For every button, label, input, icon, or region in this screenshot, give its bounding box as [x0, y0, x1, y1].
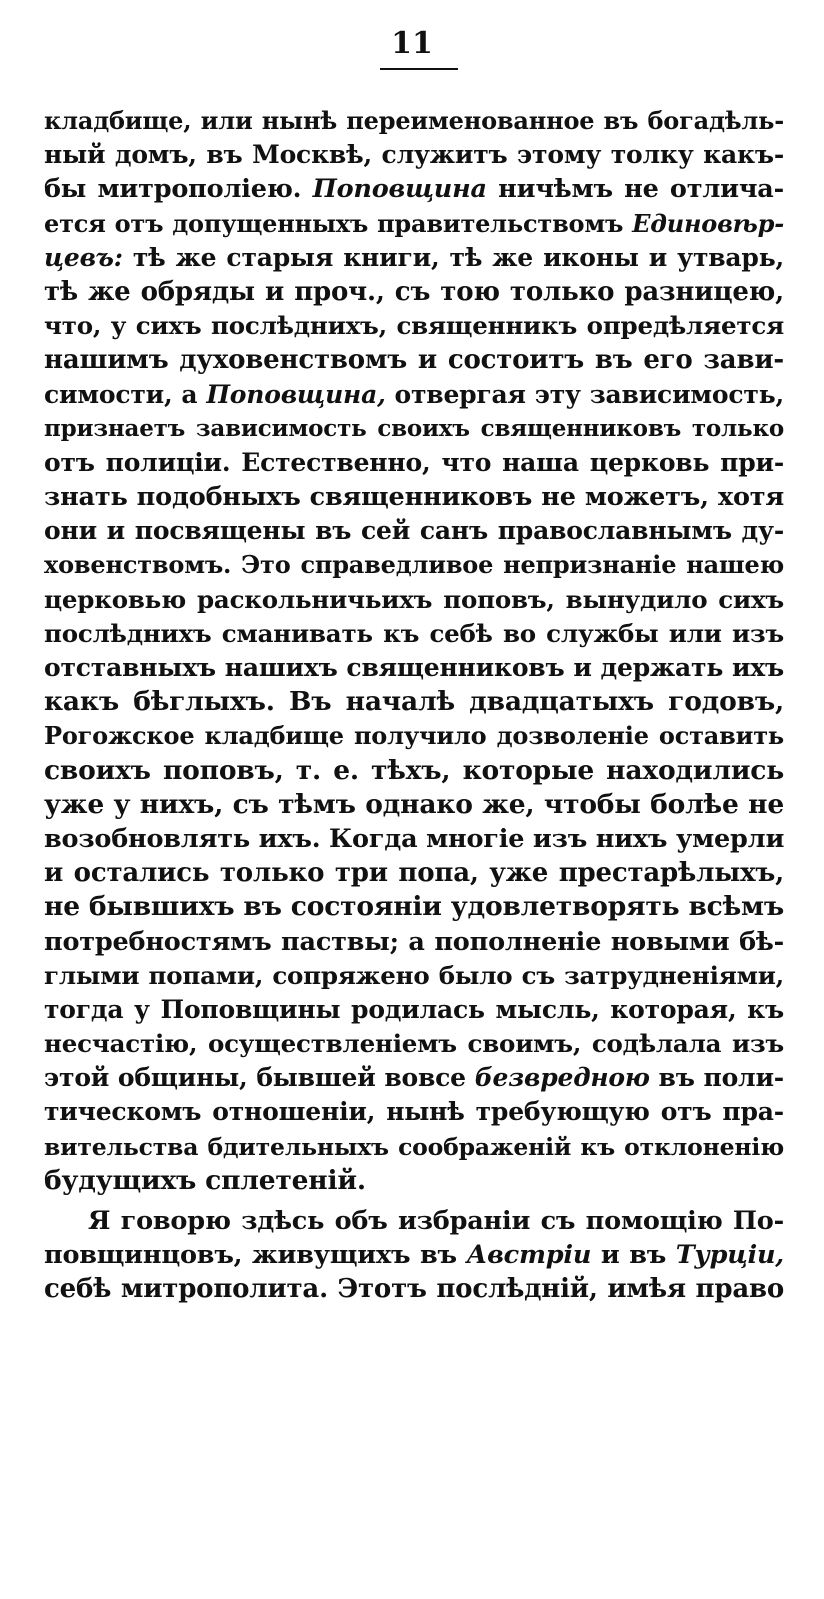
text-line — [44, 1238, 784, 1272]
text-line — [44, 138, 784, 172]
text-segment: церковью раскольничьихъ поповъ, вынудило сихъ — [44, 584, 784, 614]
text-segment: будущихъ сплетенiй. — [44, 1164, 366, 1196]
text-line — [44, 993, 784, 1027]
italic-segment: Австрiи — [466, 1240, 592, 1271]
text-line — [44, 959, 784, 993]
text-segment: бы митрополiею. — [44, 174, 313, 205]
text-segment: не бывшихъ въ состоянiи удовлетворять всѣмъ — [44, 891, 784, 923]
italic-segment: Поповщина, — [206, 379, 386, 409]
text-segment: уже у нихъ, съ тѣмъ однако же, чтобы болѣе не — [44, 788, 784, 820]
text-line — [44, 309, 784, 343]
text-segment: потребностямъ паствы; а пополненiе новыми бѣ- — [44, 926, 784, 957]
text-segment: ховенствомъ. Это справедливое непризнанiе нашею — [44, 550, 784, 580]
italic-segment: Единовѣр- — [632, 208, 784, 238]
text-segment: симости, а — [44, 379, 207, 409]
text-segment: себѣ митрополита. Этотъ послѣднiй, имѣя право — [44, 1274, 784, 1305]
text-line — [44, 275, 784, 309]
text-line — [44, 104, 784, 138]
text-segment: ется отъ допущенныхъ правительствомъ — [44, 208, 633, 238]
text-segment: несчастiю, осуществленiемъ своимъ, содѣлала изъ — [44, 1029, 784, 1059]
text-line — [44, 719, 784, 753]
text-line — [44, 343, 784, 377]
text-segment: отъ полицiи. Естественно, что наша церковь при- — [44, 447, 784, 477]
text-segment: они и посвящены въ сей санъ православнымъ ду- — [44, 516, 784, 546]
text-segment: тическомъ отношенiи, нынѣ требующую отъ пра- — [44, 1097, 784, 1127]
text-segment: этой общины, бывшей вовсе — [44, 1063, 475, 1093]
text-segment: нашимъ духовенствомъ и состоитъ въ его зави- — [44, 345, 784, 376]
text-segment: возобновлять ихъ. Когда многiе изъ нихъ умерли — [44, 823, 785, 854]
text-line — [44, 172, 784, 206]
text-segment: тѣ же старыя книги, тѣ же иконы и утварь, — [122, 242, 784, 272]
text-line — [44, 446, 784, 480]
text-line — [44, 1272, 784, 1306]
text-segment: какъ бѣглыхъ. Въ началѣ двадцатыхъ годовъ, — [44, 686, 784, 718]
body-text — [44, 104, 784, 1307]
text-segment: тогда у Поповщины родилась мысль, которая, къ — [44, 994, 784, 1024]
text-segment: отставныхъ нашихъ священниковъ и держать ихъ — [44, 653, 784, 682]
text-line — [44, 1204, 784, 1238]
text-line — [44, 1027, 784, 1061]
italic-segment: Турцiи, — [675, 1240, 784, 1271]
text-line — [44, 207, 784, 241]
text-line — [44, 514, 784, 548]
text-segment: признаетъ зависимость своихъ священниковъ только — [44, 414, 784, 442]
page-number-underline — [380, 68, 458, 70]
text-segment: въ поли- — [649, 1063, 784, 1093]
text-line — [44, 890, 784, 924]
text-line — [44, 378, 784, 412]
text-line — [44, 925, 784, 959]
text-line — [44, 1061, 784, 1095]
text-segment: что, у сихъ послѣднихъ, священникъ опредѣляется — [44, 311, 784, 341]
text-line — [44, 856, 784, 890]
text-line — [44, 788, 784, 822]
text-line — [44, 548, 784, 582]
text-line — [44, 822, 784, 856]
text-segment: ничѣмъ не отлича- — [486, 174, 785, 205]
text-segment: глыми попами, сопряжено было съ затрудненiями, — [44, 960, 784, 990]
text-segment: тѣ же обряды и проч., съ тою только разницею, — [44, 276, 784, 307]
page-number: 11 — [391, 26, 433, 61]
text-line — [44, 1095, 784, 1129]
text-line — [44, 1164, 784, 1198]
text-line — [44, 412, 784, 446]
text-segment: послѣднихъ сманивать къ себѣ во службы или изъ — [44, 618, 784, 648]
text-line — [44, 685, 784, 719]
text-segment: вительства бдительныхъ соображенiй къ отклоненiю — [44, 1132, 784, 1161]
text-line — [44, 617, 784, 651]
italic-segment: Поповщина — [312, 174, 487, 205]
text-line — [44, 583, 784, 617]
text-line — [44, 651, 784, 685]
text-segment: и остались только три попа, уже престарѣлыхъ, — [44, 858, 784, 889]
text-segment: ный домъ, въ Москвѣ, служитъ этому толку какъ- — [44, 140, 784, 170]
text-line — [44, 480, 784, 514]
text-segment: Рогожское кладбище получило дозволенiе оставить — [44, 721, 784, 751]
text-segment: и въ — [591, 1240, 676, 1271]
text-line — [44, 754, 784, 788]
text-segment: кладбище, или нынѣ переименованное въ богадѣль- — [44, 106, 784, 135]
text-segment: Я говорю здѣсь объ избранiи съ помощiю По- — [88, 1206, 784, 1236]
italic-segment: цевъ: — [44, 242, 123, 272]
text-segment: знать подобныхъ священниковъ не можетъ, хотя — [44, 482, 784, 513]
text-segment: своихъ поповъ, т. е. тѣхъ, которые находились — [44, 754, 784, 786]
text-line — [44, 1130, 784, 1164]
text-segment: повщинцовъ, живущихъ въ — [44, 1240, 467, 1271]
italic-segment: безвредною — [474, 1063, 650, 1093]
text-line — [44, 241, 784, 275]
text-segment: отвергая эту зависимость, — [385, 379, 784, 409]
